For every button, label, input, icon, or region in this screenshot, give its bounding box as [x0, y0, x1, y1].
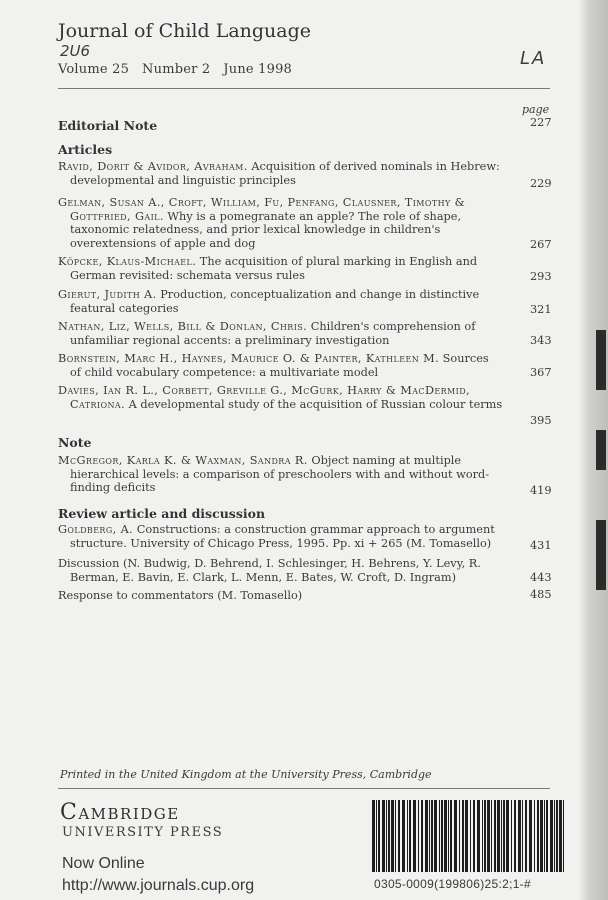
footer-rule — [58, 788, 550, 789]
entry-authors: Gierut, Judith A. — [58, 288, 157, 301]
journals-url[interactable]: http://www.journals.cup.org — [62, 877, 255, 894]
barcode-bar — [429, 800, 430, 872]
barcode-bar — [439, 800, 440, 872]
barcode-bar — [413, 800, 416, 872]
editorial-note-heading: Editorial Note — [58, 118, 158, 133]
barcode-bar — [448, 800, 449, 872]
barcode-bar — [563, 800, 564, 872]
barcode-bar — [470, 800, 471, 872]
barcode-icon — [372, 800, 567, 872]
barcode-bar — [537, 800, 539, 872]
barcode-bar — [462, 800, 464, 872]
entry-title: Discussion (N. Budwig, D. Behrend, I. Schlesinger, H. Behrens, Y. Levy, R. Berman, E. Bavin, E. Clark, L. Menn, E. Bates, W. Croft, D. Ingram) — [58, 557, 481, 584]
entry-page: 431 — [530, 539, 552, 552]
barcode-bar — [473, 800, 475, 872]
toc-entry — [58, 384, 503, 411]
entry-title: A developmental study of the acquisition of Russian colour terms — [125, 397, 503, 411]
entry-page: 229 — [530, 177, 552, 190]
barcode-bar — [421, 800, 423, 872]
scan-edge-mark — [596, 330, 606, 390]
now-online-label: Now Online — [62, 855, 145, 872]
barcode-bar — [382, 800, 385, 872]
scan-edge-mark — [596, 430, 606, 470]
toc-entry — [58, 523, 503, 550]
entry-title: Why is a pomegranate an apple? The role of shape, taxonomic relatedness, and prior lexical knowledge in children's overextensions of apple and dog — [70, 209, 462, 250]
barcode-bar — [540, 800, 543, 872]
barcode-bar — [459, 800, 460, 872]
entry-authors: Nathan, Liz, Wells, Bill & Donlan, Chris. — [58, 320, 308, 333]
barcode-bar — [454, 800, 457, 872]
barcode-bar — [372, 800, 375, 872]
barcode-bar — [556, 800, 558, 872]
entry-page: 395 — [530, 414, 552, 427]
entry-page: 443 — [530, 571, 552, 584]
entry-authors: Davies, Ian R. L., Corbett, Greville G., McGurk, Harry & MacDermid, Catriona. — [58, 384, 471, 411]
barcode-bar — [418, 800, 419, 872]
barcode-bar — [482, 800, 483, 872]
barcode-bar — [378, 800, 380, 872]
barcode-bar — [494, 800, 496, 872]
page-column-label: page — [522, 103, 550, 116]
toc-entry — [58, 589, 503, 603]
header-rule — [58, 88, 550, 89]
entry-page: 485 — [530, 588, 552, 601]
note-heading: Note — [58, 435, 92, 450]
barcode-bar — [487, 800, 490, 872]
publisher-logo-wordmark — [60, 800, 180, 825]
entry-authors: Ravid, Dorit & Avidor, Avraham. — [58, 160, 248, 173]
entry-title: Children's comprehension of unfamiliar regional accents: a preliminary investigation — [70, 320, 476, 347]
barcode-bar — [522, 800, 523, 872]
barcode-bar — [395, 800, 396, 872]
toc-entry — [58, 196, 503, 250]
barcode-bar — [525, 800, 527, 872]
barcode-bar — [386, 800, 387, 872]
entry-page: 419 — [530, 484, 552, 497]
toc-entry — [58, 352, 503, 379]
issn-code: 0305-0009(199806)25:2;1-# — [374, 877, 531, 891]
journal-title: Journal of Child Language — [58, 20, 312, 42]
barcode-bar — [376, 800, 377, 872]
handwritten-note-right: LA — [520, 48, 547, 69]
entry-title: Object naming at multiple hierarchical levels: a comparison of preschoolers with and without word-finding deficits — [70, 454, 490, 495]
toc-entry — [58, 288, 503, 315]
barcode-bar — [425, 800, 428, 872]
articles-heading: Articles — [58, 142, 113, 157]
entry-title: Sources of child vocabulary competence: a multivariate model — [70, 352, 489, 379]
scan-edge-mark — [596, 520, 606, 590]
barcode-bar — [550, 800, 553, 872]
barcode-bar — [497, 800, 500, 872]
barcode-bar — [514, 800, 516, 872]
barcode-bar — [398, 800, 400, 872]
publisher-subtitle: UNIVERSITY PRESS — [62, 825, 224, 840]
barcode-bar — [546, 800, 548, 872]
printed-in-line: Printed in the United Kingdom at the University Press, Cambridge — [60, 768, 432, 781]
barcode-bar — [402, 800, 405, 872]
entry-authors: Bornstein, Marc H., Haynes, Maurice O. & Painter, Kathleen M. — [58, 352, 440, 365]
barcode-bar — [529, 800, 532, 872]
barcode-bar — [444, 800, 447, 872]
barcode-bar — [484, 800, 486, 872]
barcode-bar — [491, 800, 492, 872]
publisher-name: Cambridge — [60, 800, 180, 825]
toc-entry — [58, 557, 503, 584]
barcode-bar — [431, 800, 433, 872]
barcode-bar — [501, 800, 502, 872]
entry-page: 343 — [530, 334, 552, 347]
review-heading: Review article and discussion — [58, 506, 266, 521]
barcode-bar — [559, 800, 562, 872]
entry-page: 321 — [530, 303, 552, 316]
barcode-bar — [407, 800, 408, 872]
entry-title: Constructions: a construction grammar approach to argument structure. University of Chicago Press, 1995. Pp. xi + 265 (M. Tomasello) — [70, 523, 495, 550]
barcode-bar — [503, 800, 505, 872]
toc-entry — [58, 320, 503, 347]
editorial-note-page: 227 — [530, 116, 552, 129]
toc-entry — [58, 160, 503, 187]
entry-page: 293 — [530, 270, 552, 283]
barcode-bar — [506, 800, 509, 872]
volume-line: Volume 25 Number 2 June 1998 — [58, 62, 293, 77]
toc-entry — [58, 255, 503, 282]
handwritten-note-left: 2U6 — [60, 42, 91, 60]
barcode-bar — [391, 800, 394, 872]
barcode-bar — [511, 800, 512, 872]
barcode-bar — [477, 800, 480, 872]
entry-authors: Köpcke, Klaus-Michael. — [58, 255, 197, 268]
barcode-bar — [409, 800, 411, 872]
barcode-bar — [465, 800, 468, 872]
entry-authors: Gelman, Susan A., Croft, William, Fu, Penfang, Clausner, Timothy & Gottfried, Gail. — [58, 196, 466, 223]
entry-title: Response to commentators (M. Tomasello) — [58, 589, 303, 602]
barcode-bar — [450, 800, 452, 872]
entry-title: Acquisition of derived nominals in Hebrew: developmental and linguistic principles — [70, 160, 500, 187]
entry-page: 267 — [530, 238, 552, 251]
toc-entry — [58, 454, 503, 495]
entry-authors: Goldberg, A. — [58, 523, 134, 536]
barcode-bar — [441, 800, 443, 872]
barcode-bar — [434, 800, 437, 872]
barcode-bar — [518, 800, 521, 872]
entry-authors: McGregor, Karla K. & Waxman, Sandra R. — [58, 454, 308, 467]
barcode-bar — [388, 800, 390, 872]
entry-title: The acquisition of plural marking in English and German revisited: schemata versus rules — [70, 255, 478, 282]
entry-title: Production, conceptualization and change in distinctive featural categories — [70, 288, 480, 315]
barcode-bar — [534, 800, 535, 872]
barcode-bar — [554, 800, 555, 872]
entry-page: 367 — [530, 366, 552, 379]
barcode-bar — [544, 800, 545, 872]
